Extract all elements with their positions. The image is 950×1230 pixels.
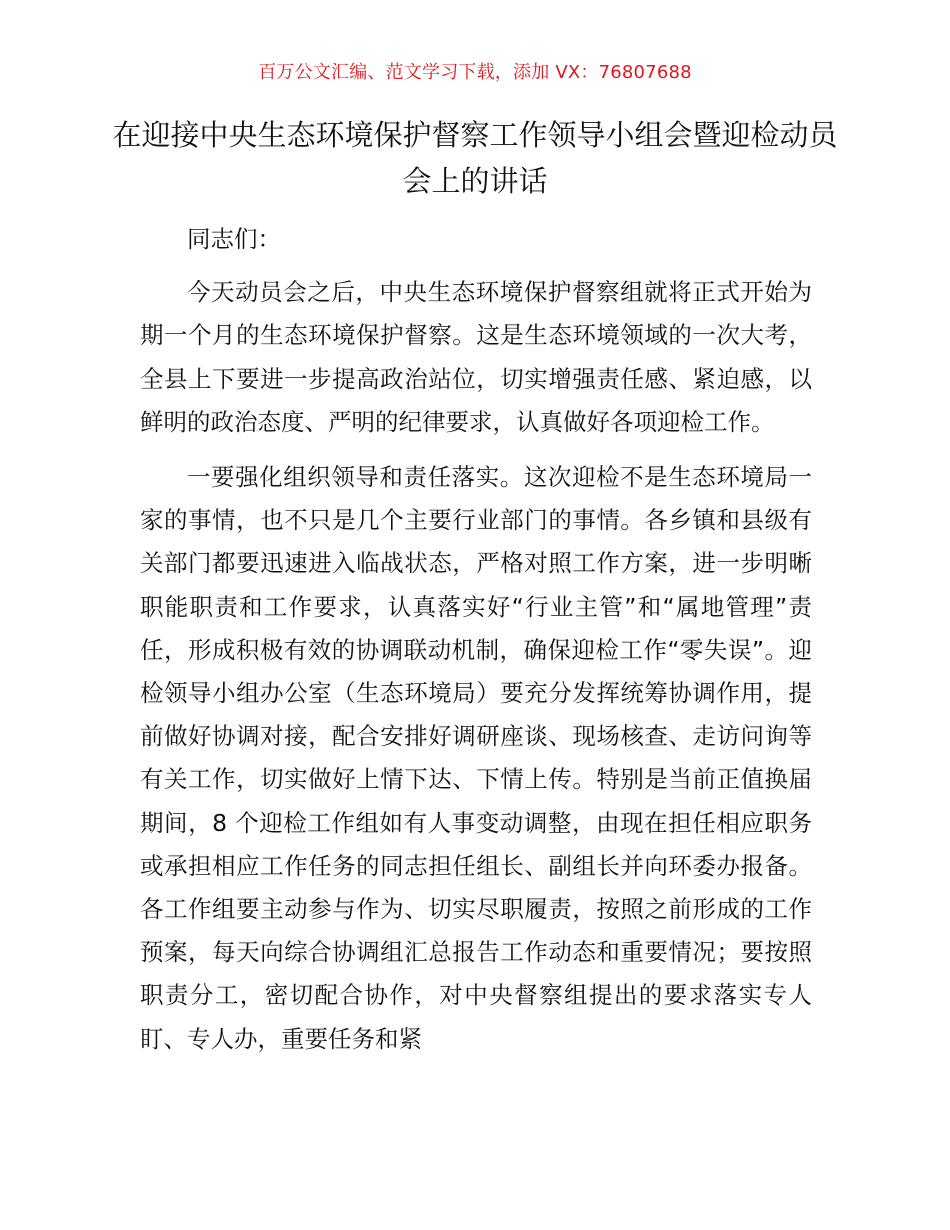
- paragraph-1: 今天动员会之后，中央生态环境保护督察组就将正式开始为期一个月的生态环境保护督察。这是生态环境领域的一次大考，全县上下要进一步提高政治站位，切实增强责任感、紧迫感，以鲜明的政治态度、严明的纪律要求，认真做好各项迎检工作。: [140, 278, 812, 436]
- header-watermark-note: 百万公文汇编、范文学习下载，添加 VX：76807688: [258, 62, 692, 83]
- document-title: 在迎接中央生态环境保护督察工作领导小组会暨迎检动员会上的讲话: [112, 118, 838, 198]
- paragraph-2: 一要强化组织领导和责任落实。这次迎检不是生态环境局一家的事情，也不只是几个主要行业部门的事情。各乡镇和县级有关部门都要迅速进入临战状态，严格对照工作方案，进一步明晰职能职责和工作要求，认真落实好“行业主管”和“属地管理”责任，形成积极有效的协调联动机制，确保迎检工作“零失误”。迎检领导小组办公室（生态环境局）要充分发挥统筹协调作用，提前做好协调对接，配合安排好调研座谈、现场核查、走访问询等有关工作，切实做好上情下达、下情上传。特别是当前正值换届期间，8 个迎检工作组如有人事变动调整，由现在担任相应职务或承担相应工作任务的同志担任组长、副组长并向环委办报备。各工作组要主动参与作为、切实尽职履责，按照之前形成的工作预案，每天向综合协调组汇总报告工作动态和重要情况；要按照职责分工，密切配合协作，对中央督察组提出的要求落实专人盯、专人办，重要任务和紧: [140, 463, 812, 1053]
- document-body: [140, 218, 812, 1073]
- salutation: 同志们：: [187, 225, 281, 253]
